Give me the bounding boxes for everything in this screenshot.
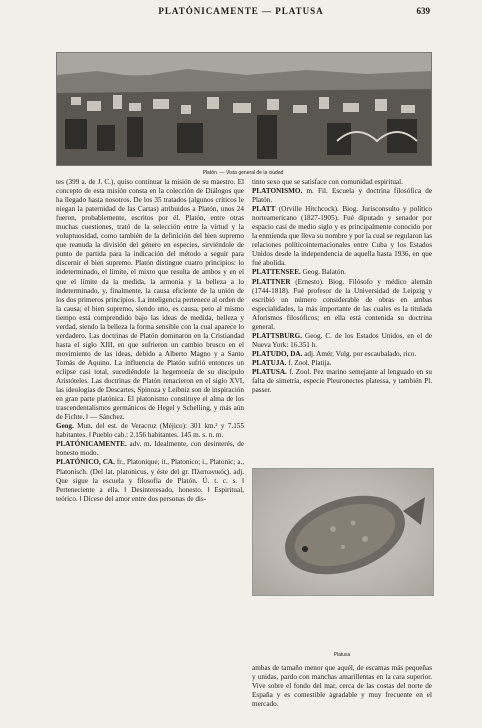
geog-headword: Geog. xyxy=(56,422,74,431)
platudo-entry xyxy=(252,350,432,359)
plattsburg-headword: PLATTSBURG. xyxy=(252,331,302,340)
running-header: PLATÓNICAMENTE — PLATUSA xyxy=(158,6,324,16)
platonismo-text: m. Fil. Escuela y doctrina filosófica de Platón. xyxy=(252,187,433,205)
platusa-headword: PLATUSA. xyxy=(252,367,287,376)
city-view-photo xyxy=(56,52,432,166)
platonismo-headword: PLATONISMO. xyxy=(252,187,303,196)
plattensee-entry xyxy=(252,268,432,277)
plattner-headword: PLATTNER xyxy=(252,277,291,286)
plattsburg-entry xyxy=(252,332,432,350)
platonicamente-entry xyxy=(56,440,244,458)
platusa-text: f. Zool. Pez marino semejante al lenguado en su falta de simetría, especie Pleuronectes platessa, y también Pl. passer. xyxy=(252,367,433,395)
page-number: 639 xyxy=(416,6,430,16)
platonico-entry xyxy=(56,458,244,503)
platonico-entry-continuation: tinto sexo que se satisface con comunidad espiritual. xyxy=(252,178,403,186)
platusa-fish-photo xyxy=(252,468,434,596)
platusa-entry xyxy=(252,368,432,395)
plattner-text: (Ernesto). Biog. Filósofo y médico alemán (1744-1818). Fué profesor de la Universidad de Leipzig y escribió un número considerable de obras en ambas especialidades, la más importante de las cuales es la titulada Aforismos filosóficos; en ella está contenida su doctrina general. xyxy=(252,277,433,331)
platt-headword: PLATT xyxy=(252,205,276,214)
geog-entry xyxy=(56,422,244,440)
platonicamente-headword: PLATÓNICAMENTE. xyxy=(56,440,127,449)
platt-entry xyxy=(252,205,432,268)
fish-photo-caption: Platusa xyxy=(333,652,351,658)
platusa-entry-continuation: ambas de tamaño menor que aquél, de escamas más pequeñas y unidas, pardo con manchas amarillentas en la cara superior. Vive sobre el fondo del mar, cerca de las costas del norte de España y es comestible agradable y muy frecuente en el mercado. xyxy=(252,664,432,709)
plattsburg-text: Geog. C. de los Estados Unidos, en el de Nueva York: 16.351 h. xyxy=(252,331,433,349)
platonismo-entry xyxy=(252,187,432,205)
bottom-right-text xyxy=(252,664,432,709)
geog-text: Mun. del est. de Veracruz (Méjico): 301 km.² y 7.155 habitantes. ‖ Pueblo cab.: 2.156 habitantes. 145 m. s. n. m. xyxy=(56,422,244,440)
city-view-illustration xyxy=(57,53,431,165)
platonico-text: fr., Platonique; it., Platonico; i., Platonic; a., Platonisch. (Del lat. platonicus, y éste del gr. Πλατωνικός). adj. Que sigue la escuela y filosofía de Platón. Ú. t. c. s. ‖ Perteneciente a ella. ‖ Desinteresado, honesto. ‖ Espiritual, teórico. ‖ Dícese del amor entre dos personas de dis- xyxy=(56,458,244,503)
platonico-headword: PLATÓNICO, CA. xyxy=(56,458,115,467)
plattner-entry xyxy=(252,278,432,332)
platonicamente-text: adv. m. Idealmente, con desinterés, de honesto modo. xyxy=(56,440,245,458)
platt-text: (Orville Hitchcock). Biog. Jurisconsulto y político norteamericano (1827-1905). Fué diputado y senador por espacio casi de medio siglo y es principalmente conocido por la enmienda que lleva su nombre y por la cual se regularon las relaciones políticointernacionales entre Cuba y los Estados Unidos desde la independencia de aquella hasta 1936, en que fué abolida. xyxy=(252,205,432,268)
platudo-headword: PLATUDO, DA. xyxy=(252,349,303,358)
platon-entry-continuation: tes (399 a. de J. C.), quiso continuar la misión de su maestro. El concepto de esta misión consta en la colección de Diálogos que ha llegado hasta nosotros. De los 35 tratados (algunos críticos le niegan la paternidad de las Cartas) atribuidos a Platón, unos 24 fueron, probablemente, escritos por él. Platón, entre otras muchas cuestiones, trató de la selección entre la virtud y la voluptuosidad, como también de la definición del bien supremo que reanuda la división del género en especies, sirviéndole de punto de partida para la indicación del método a seguir para discernir el bien supremo. Platón distingue cuatro principios: lo indeterminado, el límite, el mixto que resulta de ambos y en el que el límite da la medida, la armonía y la belleza a lo indeterminado, y, finalmente, la causa eficiente de la unión de los dos primeros principios. La inteligencia pertenece al orden de la causa; el bien supremo, siendo uno, es causa, pero al mismo tiempo está comprendido bajo las ideas de medida, belleza y verdad, siendo la belleza la forma sensible con la cual aparece lo verdadero. Las doctrinas de Platón dominaron en la Cristiandad hasta el siglo XIII, en que sufrieron un cambio brusco en el movimiento de las ideas, debido a Alberto Magno y a Santo Tomás de Aquino. La influencia de Platón sufrió entonces un eclipse casi total, sucediéndole la hegemonía de su discípulo Aristóteles. Las doctrinas de Platón renacieron en el siglo XVI, las ideologías de Descartes, Spinoza y Leibniz son de inspiración en gran parte platónica. El platonismo constituye el alma de los trascendentalismos germánicos de Hegel y Schelling, y más aún de Fichte. ‖ — Sánchez. xyxy=(56,178,244,422)
platuja-headword: PLATUJA. xyxy=(252,358,287,367)
platuja-text: f. Zool. Platija. xyxy=(288,358,332,367)
plattensee-text: Geog. Balatón. xyxy=(302,268,346,277)
right-text-column xyxy=(252,178,432,395)
left-text-column xyxy=(56,178,244,504)
fish-illustration xyxy=(253,469,433,595)
platuja-entry xyxy=(252,359,432,368)
city-photo-caption: Platón. — Vista general de la ciudad xyxy=(202,170,284,176)
plattensee-headword: PLATTENSEE. xyxy=(252,268,301,277)
platudo-text: adj. Amér. Vulg. por escaubalado, rico. xyxy=(304,349,417,358)
